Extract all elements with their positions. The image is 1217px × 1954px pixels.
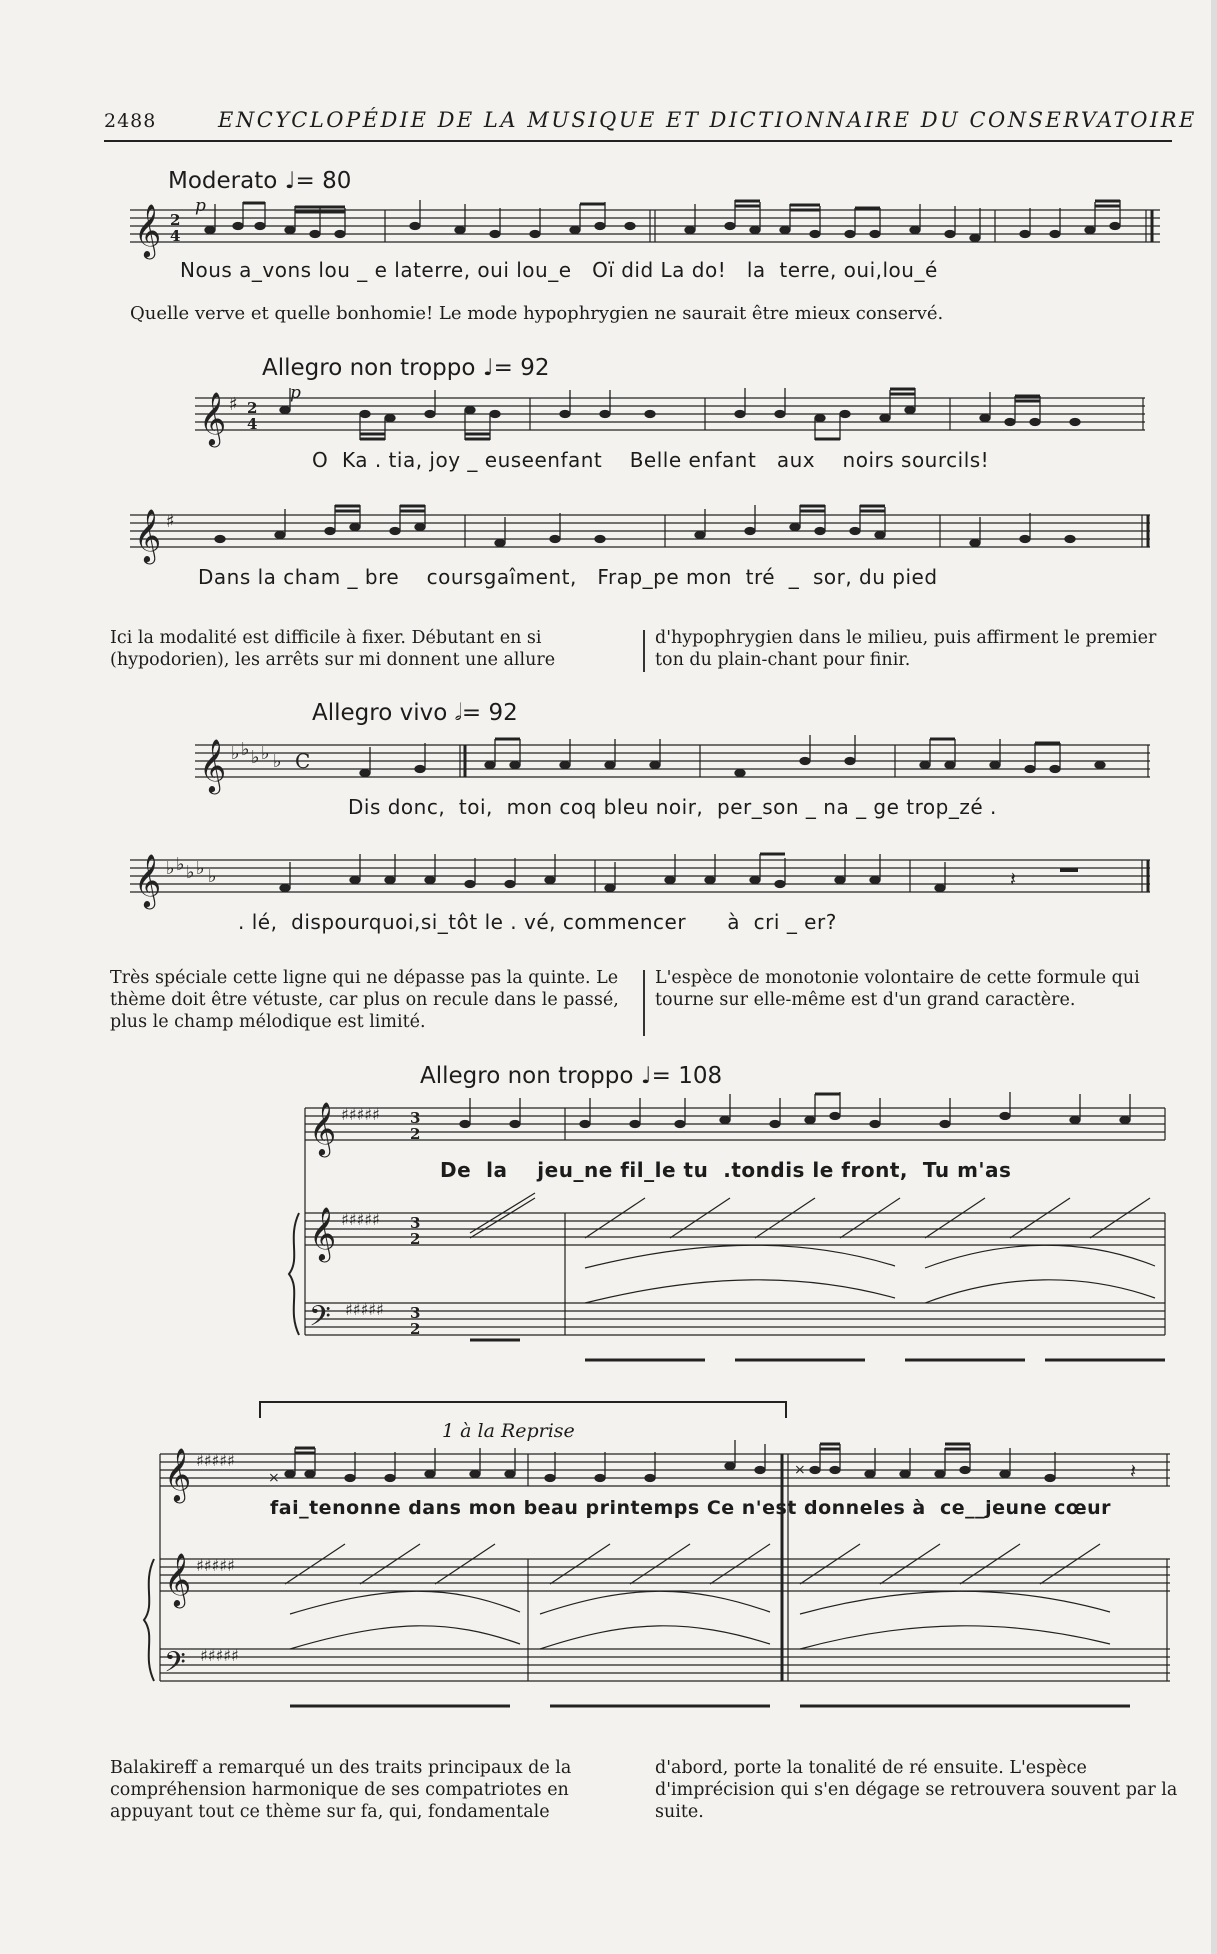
svg-text:𝄞: 𝄞 bbox=[309, 1101, 337, 1155]
svg-text:𝄞: 𝄞 bbox=[134, 203, 162, 257]
svg-text:♯: ♯ bbox=[166, 511, 175, 532]
ex3-staff-1 bbox=[195, 735, 1150, 791]
svg-text:♭: ♭ bbox=[166, 858, 175, 879]
svg-text:♭: ♭ bbox=[196, 858, 205, 879]
ex3-staff-2 bbox=[130, 850, 1150, 906]
svg-text:2: 2 bbox=[247, 399, 258, 417]
ex1-dynamic: p bbox=[195, 196, 206, 216]
ex2-staff-2 bbox=[130, 505, 1150, 561]
ex5-system bbox=[130, 1444, 1170, 1729]
ex1-tempo: Moderato ♩= 80 bbox=[168, 168, 352, 194]
svg-text:♯♯♯♯♯: ♯♯♯♯♯ bbox=[196, 1556, 235, 1575]
para-3-right: L'espèce de monotonie volontaire de cette formule qui tourne sur elle-même est d'un grand caractère. bbox=[655, 968, 1140, 1010]
svg-text:𝄢: 𝄢 bbox=[309, 1300, 331, 1340]
running-title: ENCYCLOPÉDIE DE LA MUSIQUE ET DICTIONNAIRE DU CONSERVATOIRE bbox=[218, 108, 1197, 132]
svg-text:4: 4 bbox=[170, 227, 181, 245]
svg-text:♭: ♭ bbox=[241, 739, 250, 760]
reprise-bracket bbox=[258, 1400, 788, 1420]
reprise-label: 1 à la Reprise bbox=[442, 1420, 575, 1442]
ex1-staff bbox=[130, 200, 1160, 256]
ex3-lyrics-1: Dis donc, toi, mon coq bleu noir, per_son _ na _ ge trop_zé . bbox=[348, 795, 997, 819]
sentence-1: Quelle verve et quelle bonhomie! Le mode hypophrygien ne saurait être mieux conservé. bbox=[130, 303, 944, 324]
page-number: 2488 bbox=[104, 110, 157, 132]
quarter-note-icon: ♩ bbox=[482, 355, 494, 381]
quarter-note-icon: ♩ bbox=[640, 1063, 652, 1089]
ex4-tempo: Allegro non troppo ♩= 108 bbox=[420, 1063, 723, 1089]
svg-text:×: × bbox=[268, 1470, 280, 1486]
svg-text:𝄽: 𝄽 bbox=[1010, 867, 1017, 891]
ex5-lyrics: fai_tenonne dans mon beau printemps Ce n'est donneles à ce__jeune cœur bbox=[270, 1497, 1112, 1519]
svg-text:3: 3 bbox=[410, 1304, 421, 1322]
svg-text:♭: ♭ bbox=[176, 854, 185, 875]
svg-text:♯♯♯♯♯: ♯♯♯♯♯ bbox=[345, 1300, 384, 1319]
ex2-tempo: Allegro non troppo ♩= 92 bbox=[262, 355, 550, 381]
quarter-note-icon: ♩ bbox=[284, 168, 296, 194]
svg-text:♭: ♭ bbox=[186, 862, 195, 883]
svg-text:3: 3 bbox=[410, 1214, 421, 1232]
column-rule bbox=[643, 630, 645, 672]
svg-text:2: 2 bbox=[410, 1125, 421, 1143]
ex3-tempo: Allegro vivo 𝅗𝅥= 92 bbox=[312, 700, 518, 726]
para-3-left: Très spéciale cette ligne qui ne dépasse pas la quinte. Le thème doit être vétuste, car plus on recule dans le passé, plus le champ mélodique est limité. bbox=[110, 968, 619, 1032]
svg-text:♭: ♭ bbox=[261, 743, 270, 764]
svg-text:𝄞: 𝄞 bbox=[164, 1552, 192, 1606]
svg-text:𝄞: 𝄞 bbox=[134, 508, 162, 562]
svg-text:♭: ♭ bbox=[208, 866, 217, 887]
ex1-lyrics: Nous a_vons lou _ e laterre, oui lou_e Oï did La do! la terre, oui,lou_é bbox=[180, 258, 938, 282]
ex2-staff-1 bbox=[195, 388, 1145, 444]
svg-text:♯: ♯ bbox=[229, 394, 238, 415]
svg-text:♭: ♭ bbox=[273, 751, 282, 772]
ex4-system bbox=[285, 1098, 1165, 1383]
svg-text:𝄢: 𝄢 bbox=[164, 1646, 186, 1686]
ex2-dynamic: p bbox=[290, 383, 301, 403]
svg-text:♯♯♯♯♯: ♯♯♯♯♯ bbox=[200, 1646, 239, 1665]
para-2-left: Ici la modalité est difficile à fixer. Débutant en si (hypodorien), les arrêts sur mi donnent une allure bbox=[110, 628, 556, 670]
svg-text:4: 4 bbox=[247, 415, 258, 433]
svg-text:2: 2 bbox=[410, 1320, 421, 1338]
svg-text:2: 2 bbox=[170, 211, 181, 229]
svg-text:𝄞: 𝄞 bbox=[134, 853, 162, 907]
svg-text:𝄞: 𝄞 bbox=[164, 1447, 192, 1501]
para-2-right: d'hypophrygien dans le milieu, puis affirment le premier ton du plain-chant pour finir. bbox=[655, 628, 1157, 670]
svg-text:2: 2 bbox=[410, 1230, 421, 1248]
para-4-left: Balakireff a remarqué un des traits principaux de la compréhension harmonique de ses compatriotes en appuyant tout ce thème sur fa, qui, fondamentale bbox=[110, 1758, 572, 1822]
svg-text:×: × bbox=[794, 1462, 806, 1478]
svg-text:C: C bbox=[295, 749, 311, 773]
ex2-lyrics-2: Dans la cham _ bre coursgaîment, Frap_pe mon tré _ sor, du pied bbox=[198, 565, 938, 589]
ex4-lyrics: De la jeu_ne fil_le tu .tondis le front, Tu m'as bbox=[440, 1158, 1012, 1182]
half-note-icon: 𝅗𝅥 bbox=[454, 700, 462, 726]
svg-text:♯♯♯♯♯: ♯♯♯♯♯ bbox=[341, 1210, 380, 1229]
page-edge bbox=[1211, 0, 1217, 1954]
ex2-lyrics-1: O Ka . tia, joy _ euseenfant Belle enfant aux noirs sourcils! bbox=[312, 448, 990, 472]
svg-text:𝄞: 𝄞 bbox=[199, 391, 227, 445]
svg-text:♯♯♯♯♯: ♯♯♯♯♯ bbox=[341, 1105, 380, 1124]
svg-text:𝄽: 𝄽 bbox=[1130, 1459, 1137, 1483]
svg-text:♯♯♯♯♯: ♯♯♯♯♯ bbox=[196, 1451, 235, 1470]
header-rule bbox=[104, 140, 1172, 142]
ex3-lyrics-2: . lé, dispourquoi,si_tôt le . vé, commencer à cri _ er? bbox=[238, 910, 837, 934]
para-4-right: d'abord, porte la tonalité de ré ensuite. L'espèce d'imprécision qui s'en dégage se retrouvera souvent par la suite. bbox=[655, 1758, 1178, 1822]
column-rule bbox=[643, 970, 645, 1036]
svg-text:3: 3 bbox=[410, 1109, 421, 1127]
svg-text:𝄞: 𝄞 bbox=[199, 738, 227, 792]
svg-text:♭: ♭ bbox=[231, 743, 240, 764]
svg-text:𝄞: 𝄞 bbox=[309, 1206, 337, 1260]
svg-text:♭: ♭ bbox=[251, 747, 260, 768]
